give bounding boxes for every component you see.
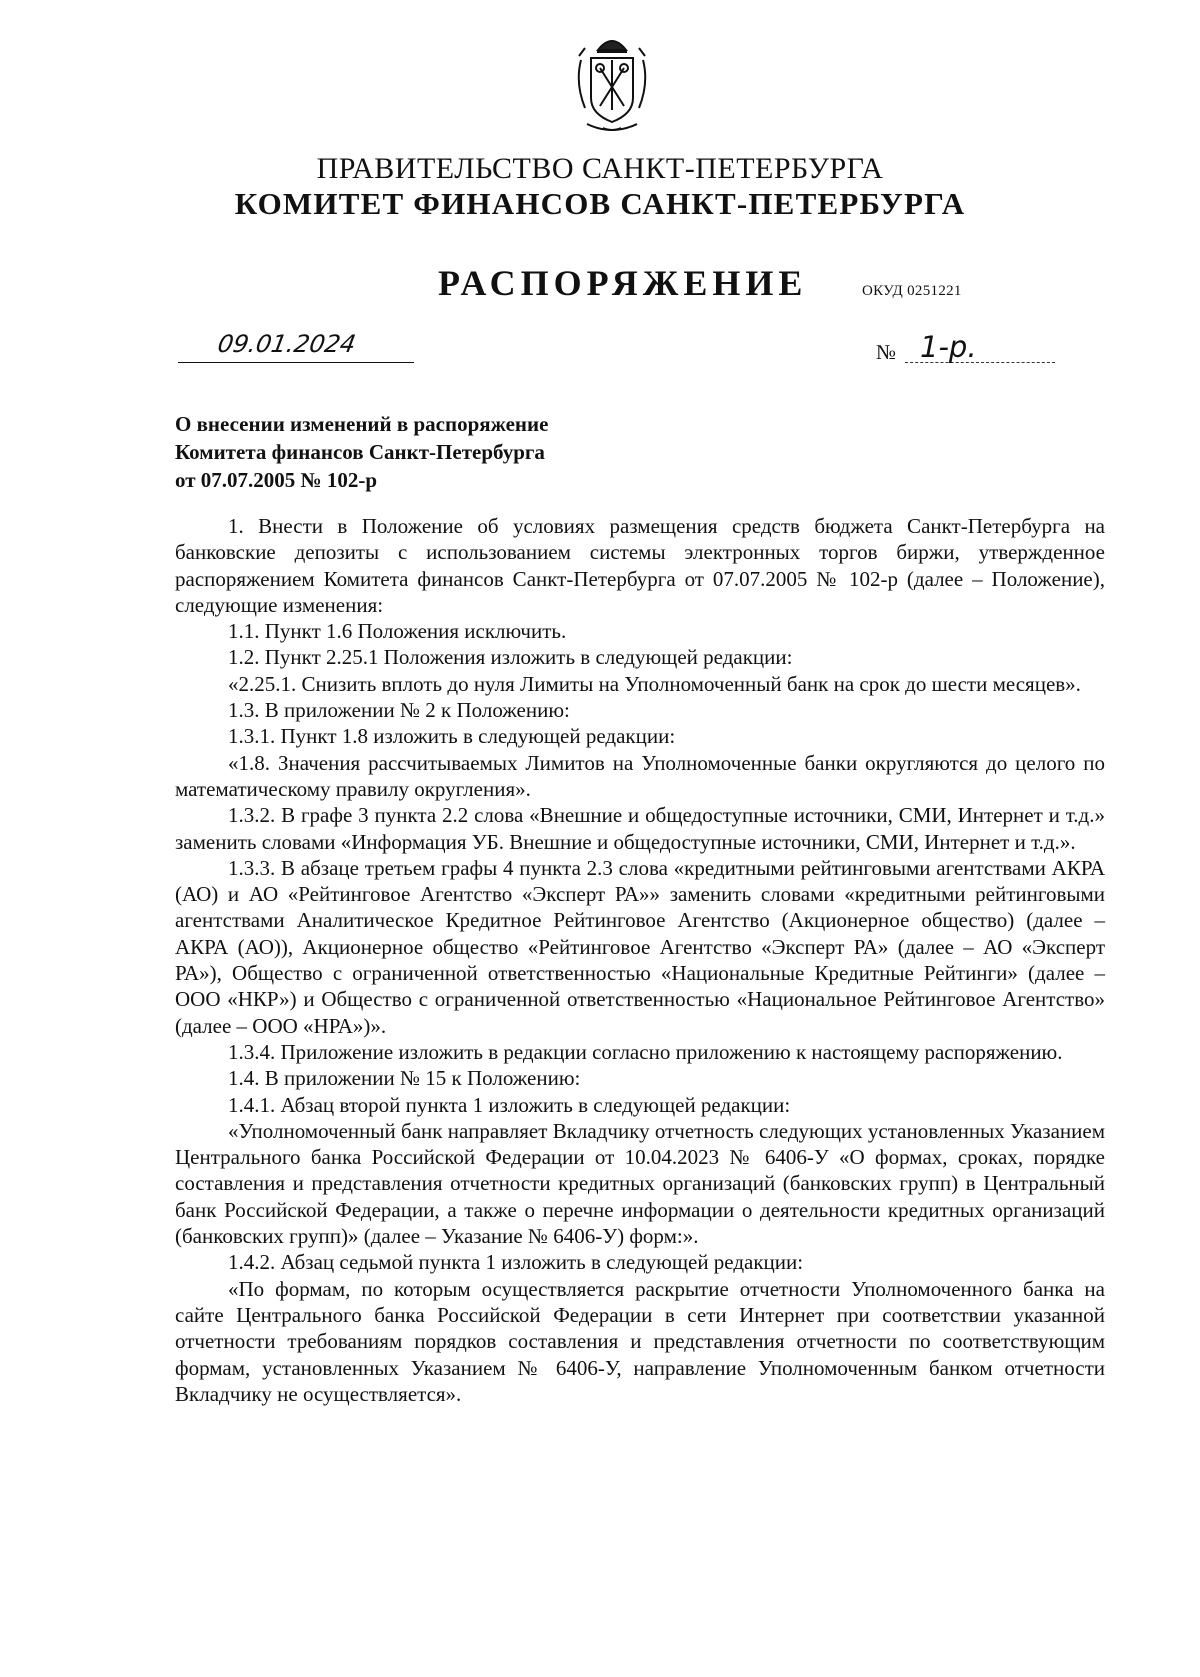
committee-heading: КОМИТЕТ ФИНАНСОВ САНКТ-ПЕТЕРБУРГА — [234, 186, 966, 221]
paragraph-1-4-2: 1.4.2. Абзац седьмой пункта 1 изложить в следующей редакции: — [228, 1250, 804, 1275]
document-number: 1-р. — [920, 330, 977, 364]
date-underline — [178, 362, 414, 363]
paragraph-2-25-1-quote: «2.25.1. Снизить вплоть до нуля Лимиты на Уполномоченный банк на срок до шести месяцев». — [228, 671, 1081, 696]
number-sign: № — [876, 340, 897, 364]
document-type-title: РАСПОРЯЖЕНИЕ — [438, 263, 808, 303]
subject-line: Комитета финансов Санкт-Петербурга — [175, 440, 545, 464]
paragraph-1-4-1-quote: «Уполномоченный банк направляет Вкладчику отчетность следующих установленных Указанием Центрального банка Российской Федерации от 10.04.2023 № 6406-У «О формах, сроках, порядке составления и представления отчетности кредитных организаций (банковских групп) в Центральный банк Российской Федерации, а также о перечне информации о деятельности кредитных организаций (банковских групп)» (далее – Указание № 6406-У) форм:». — [175, 1118, 1105, 1249]
document-date: 09.01.2024 — [215, 330, 358, 358]
coat-of-arms-icon — [573, 28, 651, 138]
okud-code: ОКУД 0251221 — [862, 283, 962, 299]
paragraph-1-4: 1.4. В приложении № 15 к Положению: — [228, 1066, 581, 1091]
paragraph-1-3-2: 1.3.2. В графе 3 пункта 2.2 слова «Внешние и общедоступные источники, СМИ, Интернет и т.д.» заменить словами «Информация УБ. Внешние и общедоступные источники, СМИ, Интернет и т.д.». — [175, 803, 1105, 854]
paragraph-1-3: 1.3. В приложении № 2 к Положению: — [228, 698, 570, 723]
paragraph-1-3-3: 1.3.3. В абзаце третьем графы 4 пункта 2.3 слова «кредитными рейтинговыми агентствами АКРА (АО) и АО «Рейтинговое Агентство «Эксперт РА»» заменить словами «кредитными рейтинговыми агентствами Аналитическое Кредитное Рейтинговое Агентство (Акционерное общество) (далее – АКРА (АО)), Акционерное общество «Рейтинговое Агентство «Эксперт РА» (далее – АО «Эксперт РА»), Общество с ограниченной ответственностью «Национальные Кредитные Рейтинги» (далее – ООО «НКР») и Общество с ограниченной ответственностью «Национальное Рейтинговое Агентство» (далее – ООО «НРА»)». — [175, 855, 1105, 1038]
paragraph-1-1: 1.1. Пункт 1.6 Положения исключить. — [228, 619, 567, 644]
paragraph-1-4-2-quote: «По формам, по которым осуществляется раскрытие отчетности Уполномоченного банка на сайте Центрального банка Российской Федерации в сети Интернет при соответствии указанной отчетности требованиям порядков составления и представления отчетности по соответствующим формам, установленных Указанием № 6406-У, направление Уполномоченным банком отчетности Вкладчику не осуществляется». — [175, 1276, 1105, 1406]
paragraph-1-2: 1.2. Пункт 2.25.1 Положения изложить в следующей редакции: — [228, 645, 793, 670]
document-body — [175, 513, 1105, 1407]
paragraph-1-3-1: 1.3.1. Пункт 1.8 изложить в следующей редакции: — [228, 724, 676, 749]
document-subject — [175, 410, 548, 494]
paragraph-1-4-1: 1.4.1. Абзац второй пункта 1 изложить в следующей редакции: — [228, 1092, 791, 1117]
subject-line: от 07.07.2005 № 102-р — [175, 468, 378, 492]
government-heading: ПРАВИТЕЛЬСТВО САНКТ-ПЕТЕРБУРГА — [316, 152, 884, 185]
paragraph-1: 1. Внести в Положение об условиях размещения средств бюджета Санкт-Петербурга на банковские депозиты с использованием системы электронных торгов биржи, утвержденное распоряжением Комитета финансов Санкт-Петербурга от 07.07.2005 № 102-р (далее – Положение), следующие изменения: — [175, 514, 1105, 617]
paragraph-1-3-4: 1.3.4. Приложение изложить в редакции согласно приложению к настоящему распоряжению. — [228, 1039, 1063, 1064]
subject-line: О внесении изменений в распоряжение — [175, 412, 549, 436]
paragraph-1-8-quote: «1.8. Значения рассчитываемых Лимитов на Уполномоченные банки округляются до целого по математическому правилу округления». — [175, 750, 1105, 801]
